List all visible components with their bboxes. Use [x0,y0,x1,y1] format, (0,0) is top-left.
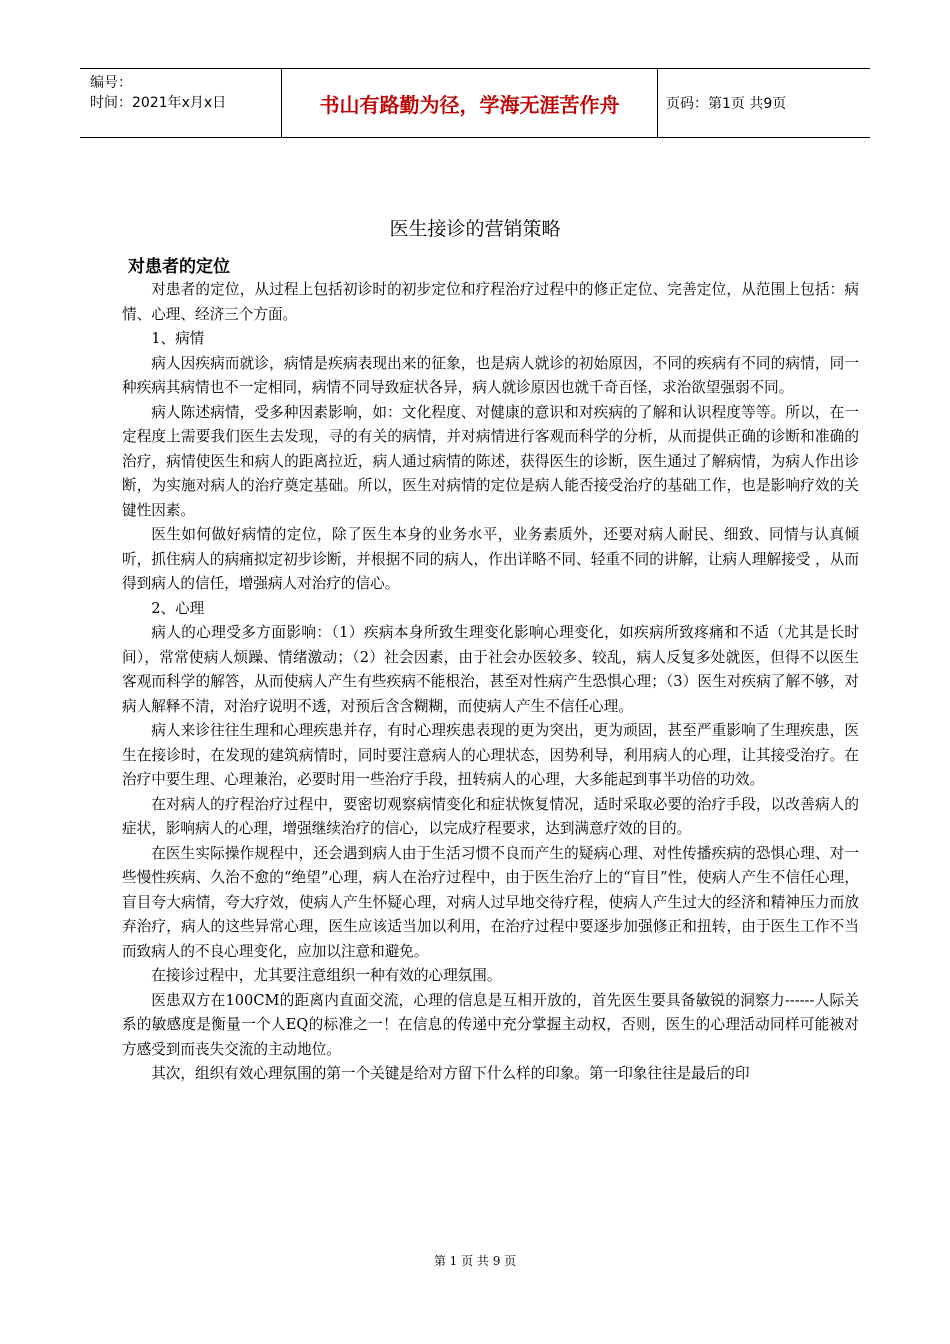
paragraph: 病人来诊往往生理和心理疾患并存，有时心理疾患表现的更为突出，更为顽固，甚至严重影响了生理疾患，医生在接诊时，在发现的建筑病情时，同时要注意病人的心理状态，因势利导，利用病人的心理，让其接受治疗。在治疗中要生理、心理兼治，必要时用一些治疗手段，扭转病人的心理，大多能起到事半功倍的功效。 [122,722,859,788]
paragraph: 在对病人的疗程治疗过程中，要密切观察病情变化和症状恢复情况，适时采取必要的治疗手段，以改善病人的症状，影响病人的心理，增强继续治疗的信心，以完成疗程要求，达到满意疗效的目的。 [122,795,859,837]
document-title: 医生接诊的营销策略 [389,218,561,240]
subheading-bingqing: 1、病情 [151,330,205,347]
paragraph: 病人的心理受多方面影响：（1）疾病本身所致生理变化影响心理变化，如疾病所致疼痛和不适（尤其是长时间），常常使病人烦躁、情绪激动；（2）社会因素，由于社会办医较多、较乱，病人反复多处就医，但得不以医生客观而科学的解答，从而使病人产生有些疾病不能根治，甚至对性病产生恐惧心理；（3）医生对疾病了解不够，对病人解释不清，对治疗说明不透，对预后含含糊糊，而使病人产生不信任心理。 [122,624,859,715]
page-footer: 第 1 页 共 9 页 [433,1254,517,1268]
paragraph: 病人陈述病情，受多种因素影响，如：文化程度、对健康的意识和对疾病的了解和认识程度等等。所以，在一定程度上需要我们医生去发现，寻的有关的病情，并对病情进行客观而科学的分析，从而提供正确的诊断和准确的治疗，病情使医生和病人的距离拉近，病人通过病情的陈述，获得医生的诊断，医生通过了解病情，为病人作出诊断，为实施对病人的治疗奠定基础。所以，医生对病情的定位是病人能否接受治疗的基础工作，也是影响疗效的关键性因素。 [122,403,859,519]
page-header [80,68,870,138]
section-heading: 对患者的定位 [128,257,230,277]
paragraph: 在接诊过程中，尤其要注意组织一种有效的心理氛围。 [151,967,502,984]
header-motto: 书山有路勤为径，学海无涯苦作舟 [282,69,658,137]
paragraph: 对患者的定位，从过程上包括初诊时的初步定位和疗程治疗过程中的修正定位、完善定位，从范围上包括：病情、心理、经济三个方面。 [122,281,859,323]
paragraph: 医患双方在100CM的距离内直面交流，心理的信息是互相开放的，首先医生要具备敏锐的洞察力------人际关系的敏感度是衡量一个人EQ的标准之一！在信息的传递中充分掌握主动权，否则，医生的心理活动同样可能被对方感受到而丧失交流的主动地位。 [122,991,859,1058]
number-label: 编号： [90,75,132,91]
header-page-info: 页码：第1页 共9页 [666,96,787,112]
header-meta [80,69,282,137]
subheading-xinli: 2、心理 [151,599,205,617]
date-line: 时间：2021年x月x日 [90,95,227,111]
paragraph: 医生如何做好病情的定位，除了医生本身的业务水平，业务素质外，还要对病人耐民、细致、同情与认真倾听，抓住病人的病痛拟定初步诊断，并根据不同的病人，作出详略不同、轻重不同的讲解，让病人理解接受 ，从而得到病人的信任，增强病人对治疗的信心。 [122,526,859,592]
document-body [122,278,859,1087]
paragraph: 其次，组织有效心理氛围的第一个关键是给对方留下什么样的印象。第一印象往往是最后的印 [151,1065,750,1082]
paragraph: 病人因疾病而就诊，病情是疾病表现出来的征象，也是病人就诊的初始原因，不同的疾病有不同的病情，同一种疾病其病情也不一定相同，病情不同导致症状各异，病人就诊原因也就千奇百怪，求治欲望强弱不同。 [122,354,859,396]
paragraph: 在医生实际操作规程中，还会遇到病人由于生活习惯不良而产生的疑病心理、对性传播疾病的恐惧心理、对一些慢性疾病、久治不愈的“绝望”心理，病人在治疗过程中，由于医生治疗上的“盲目”性，使病人产生不信任心理，盲目夸大病情，夸大疗效，使病人产生怀疑心理，对病人过早地交待疗程，使病人产生过大的经济和精神压力而放弃治疗，病人的这些异常心理，医生应该适当加以利用，在治疗过程中要逐步加强修正和扭转，由于医生工作不当而致病人的不良心理变化，应加以注意和避免。 [122,844,859,960]
